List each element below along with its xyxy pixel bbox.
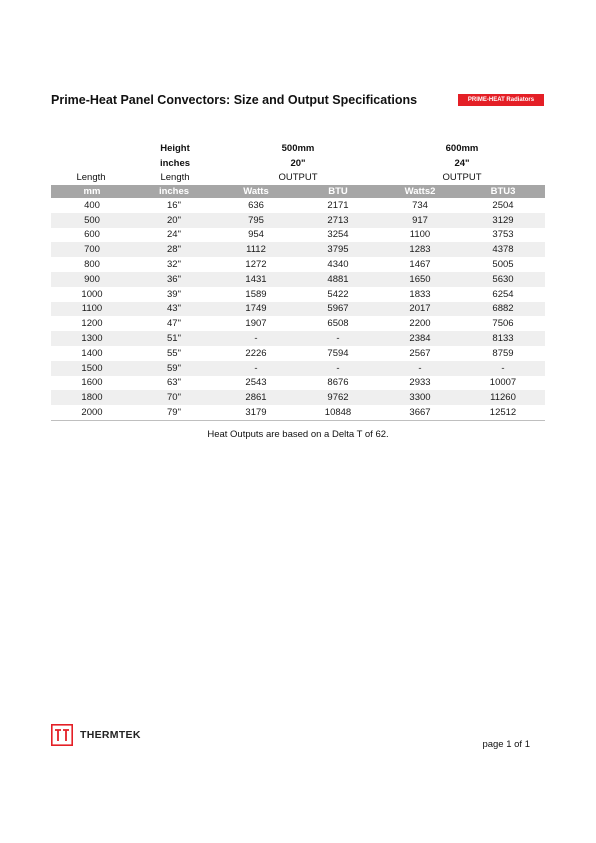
col-mm: mm [51, 185, 133, 198]
length-header: Length [76, 172, 106, 183]
table-cell: 6508 [297, 316, 379, 331]
table-cell: 1800 [51, 390, 133, 405]
table-cell: 1467 [379, 257, 461, 272]
table-cell: 79" [133, 405, 215, 420]
table-cell: 1272 [215, 257, 297, 272]
table-cell: 8759 [461, 346, 545, 361]
table-cell: 3300 [379, 390, 461, 405]
table-cell: 9762 [297, 390, 379, 405]
col-watts-500: Watts [215, 185, 297, 198]
table-cell: 6882 [461, 302, 545, 317]
table-cell: 3667 [379, 405, 461, 420]
table-cell: - [297, 331, 379, 346]
table-cell: 3254 [297, 228, 379, 243]
table-row [51, 213, 545, 228]
table-cell: 1500 [51, 361, 133, 376]
table-cell: 8133 [461, 331, 545, 346]
group-500-header-line1: 500mm [281, 143, 315, 154]
table-cell: 1589 [215, 287, 297, 302]
table-cell: 5967 [297, 302, 379, 317]
table-cell: 11260 [461, 390, 545, 405]
table-row [51, 405, 545, 420]
table-cell: 954 [215, 228, 297, 243]
height-header-line2: inches [159, 158, 191, 169]
table-cell: 8676 [297, 376, 379, 391]
table-cell: 2713 [297, 213, 379, 228]
table-cell: 1833 [379, 287, 461, 302]
thermtek-logo-icon [51, 724, 73, 746]
table-cell: 6254 [461, 287, 545, 302]
table-cell: 20" [133, 213, 215, 228]
table-cell: 24" [133, 228, 215, 243]
table-cell: 3753 [461, 228, 545, 243]
table-cell: 47" [133, 316, 215, 331]
group-600-header-line2: 24" [454, 158, 470, 169]
col-watts-600: Watts2 [379, 185, 461, 198]
col-inches: inches [133, 185, 215, 198]
table-cell: 2567 [379, 346, 461, 361]
table-cell: 2861 [215, 390, 297, 405]
table-cell: 59" [133, 361, 215, 376]
table-cell: 1112 [215, 242, 297, 257]
table-cell: 1100 [379, 228, 461, 243]
table-cell: 2226 [215, 346, 297, 361]
table-cell: 600 [51, 228, 133, 243]
table-cell: 4881 [297, 272, 379, 287]
table-cell: 3129 [461, 213, 545, 228]
table-cell: 1749 [215, 302, 297, 317]
table-cell: 1600 [51, 376, 133, 391]
table-cell: 63" [133, 376, 215, 391]
table-cell: 5630 [461, 272, 545, 287]
table-cell: 32" [133, 257, 215, 272]
table-cell: 4340 [297, 257, 379, 272]
table-cell: 800 [51, 257, 133, 272]
table-cell: 795 [215, 213, 297, 228]
page-number: page 1 of 1 [482, 739, 530, 750]
table-row [51, 331, 545, 346]
table-cell: 28" [133, 242, 215, 257]
brand-name: THERMTEK [80, 729, 141, 741]
table-cell: 5005 [461, 257, 545, 272]
table-cell: - [215, 361, 297, 376]
table-cell: 10007 [461, 376, 545, 391]
table-cell: 36" [133, 272, 215, 287]
col-btu-500: BTU [297, 185, 379, 198]
footnote: Heat Outputs are based on a Delta T of 62. [207, 429, 389, 440]
table-row [51, 302, 545, 317]
table-cell: 1300 [51, 331, 133, 346]
table-cell: - [297, 361, 379, 376]
table-row [51, 287, 545, 302]
brand-badge: PRIME-HEAT Radiators [458, 94, 544, 106]
table-cell: - [461, 361, 545, 376]
table-cell: 39" [133, 287, 215, 302]
table-cell: 2384 [379, 331, 461, 346]
table-row [51, 346, 545, 361]
table-cell: 1907 [215, 316, 297, 331]
table-cell: 917 [379, 213, 461, 228]
table-cell: 2000 [51, 405, 133, 420]
table-cell: 3795 [297, 242, 379, 257]
table-cell: 5422 [297, 287, 379, 302]
table-cell: 2200 [379, 316, 461, 331]
group-600-header-line1: 600mm [445, 143, 479, 154]
table-cell: 400 [51, 198, 133, 213]
table-row [51, 316, 545, 331]
table-cell: - [379, 361, 461, 376]
table-cell: 2171 [297, 198, 379, 213]
table-cell: 2933 [379, 376, 461, 391]
spec-table [51, 185, 545, 421]
height-header-line3: Length [160, 172, 190, 183]
table-cell: 70" [133, 390, 215, 405]
table-row [51, 376, 545, 391]
table-cell: 1100 [51, 302, 133, 317]
table-row [51, 390, 545, 405]
table-cell: 55" [133, 346, 215, 361]
table-cell: 900 [51, 272, 133, 287]
table-cell: 1283 [379, 242, 461, 257]
column-header-row [51, 185, 545, 198]
table-cell: 500 [51, 213, 133, 228]
table-cell: 700 [51, 242, 133, 257]
table-cell: 2504 [461, 198, 545, 213]
table-row [51, 361, 545, 376]
table-cell: 1400 [51, 346, 133, 361]
table-row [51, 228, 545, 243]
group-500-header-line2: 20" [290, 158, 306, 169]
table-cell: 4378 [461, 242, 545, 257]
table-cell: 10848 [297, 405, 379, 420]
group-600-header-line3: OUTPUT [442, 172, 482, 183]
table-cell: 1650 [379, 272, 461, 287]
spec-table-body [51, 198, 545, 420]
height-header-line1: Height [160, 143, 190, 154]
table-row [51, 257, 545, 272]
table-row [51, 272, 545, 287]
page-title: Prime-Heat Panel Convectors: Size and Output Specifications [51, 93, 418, 107]
table-cell: 51" [133, 331, 215, 346]
table-cell: - [215, 331, 297, 346]
table-cell: 7594 [297, 346, 379, 361]
table-cell: 16" [133, 198, 215, 213]
table-cell: 2543 [215, 376, 297, 391]
table-cell: 7506 [461, 316, 545, 331]
table-cell: 3179 [215, 405, 297, 420]
group-500-header-line3: OUTPUT [278, 172, 318, 183]
col-btu-600: BTU3 [461, 185, 545, 198]
table-row [51, 198, 545, 213]
table-row [51, 242, 545, 257]
table-cell: 636 [215, 198, 297, 213]
table-cell: 1200 [51, 316, 133, 331]
table-cell: 2017 [379, 302, 461, 317]
table-cell: 43" [133, 302, 215, 317]
table-cell: 1000 [51, 287, 133, 302]
table-cell: 12512 [461, 405, 545, 420]
table-cell: 1431 [215, 272, 297, 287]
table-cell: 734 [379, 198, 461, 213]
